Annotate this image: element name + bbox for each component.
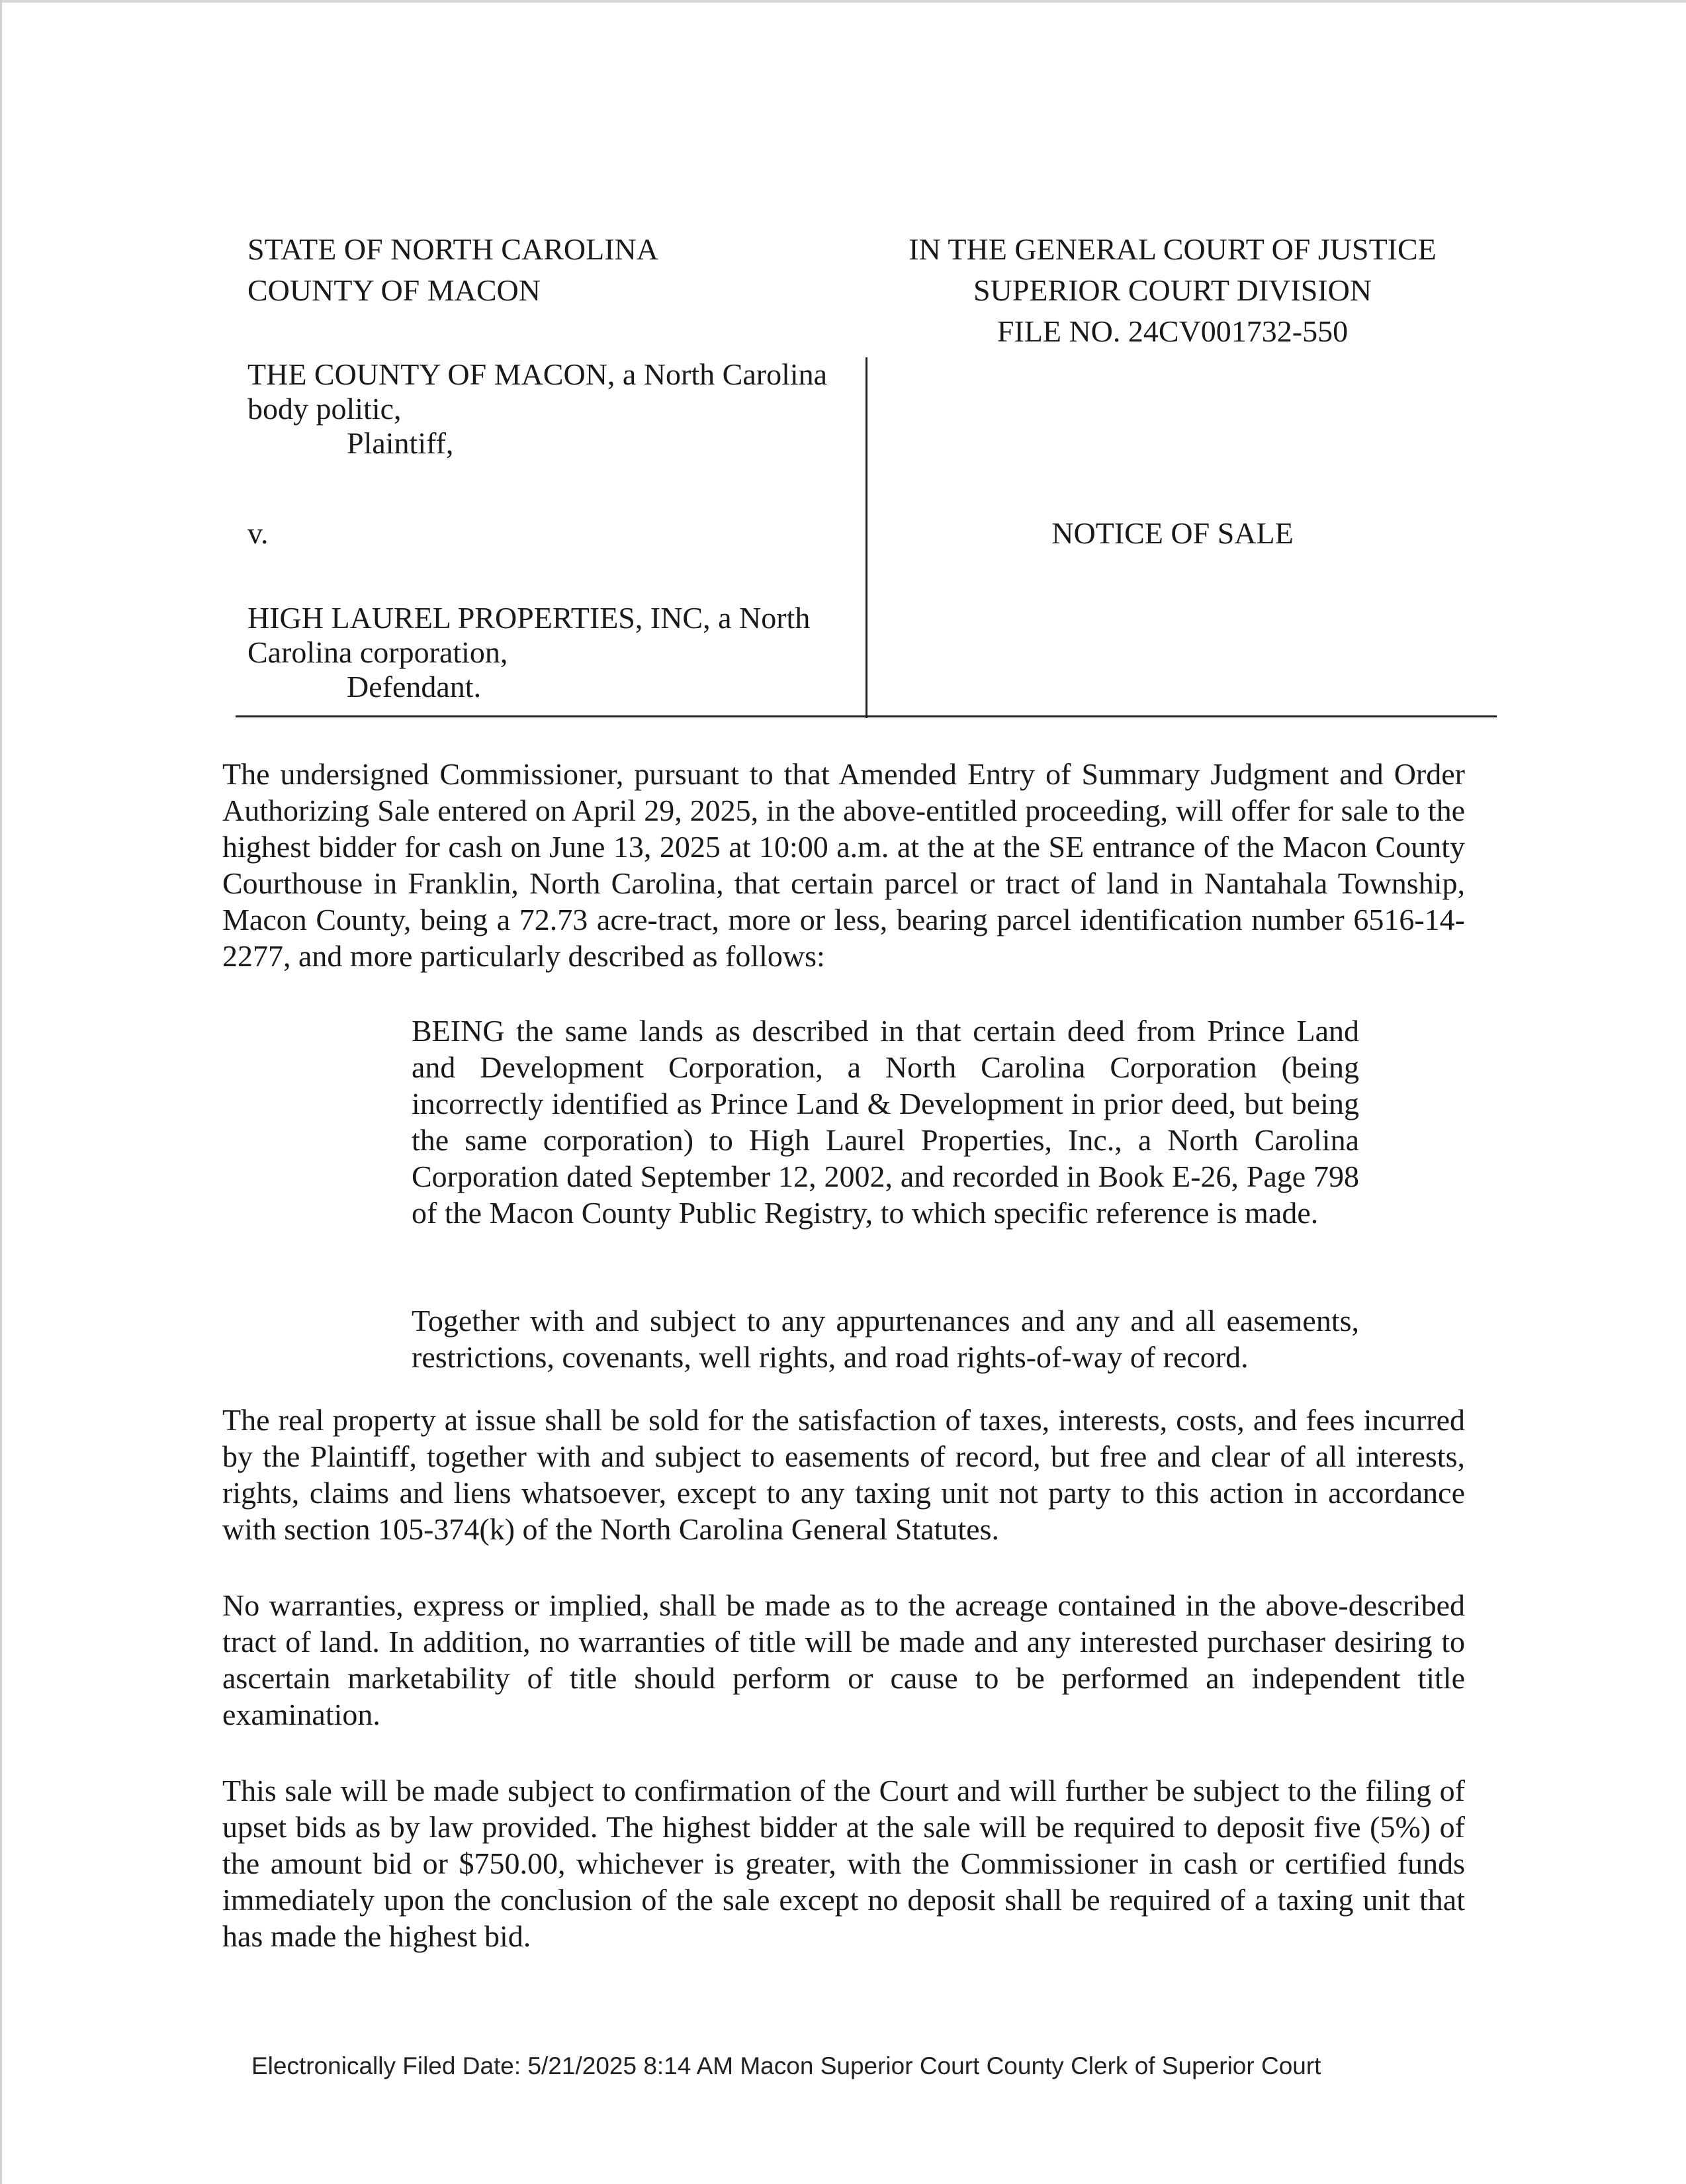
scan-edge-left bbox=[0, 0, 2, 2184]
warranties-paragraph: No warranties, express or implied, shall be made as to the acreage contained in the above-described tract of land. In addition, no warranties of title will be made and any interested purchaser desiring to ascertain marketability of title should perform or cause to be performed an independent title examination. bbox=[222, 1588, 1465, 1731]
confirmation-paragraph: This sale will be made subject to confirmation of the Court and will further be subject to the filing of upset bids as by law provided. The highest bidder at the sale will be required to deposit five (5%) of the amount bid or $750.00, whichever is greater, with the Commissioner in cash or certified funds immediately upon the conclusion of the sale except no deposit shall be required of a taxing unit that has made the highest bid. bbox=[222, 1774, 1465, 1953]
filing-stamp: Electronically Filed Date: 5/21/2025 8:14 AM Macon Superior Court County Clerk of Superior Court bbox=[251, 2052, 1321, 2079]
plaintiff-block bbox=[247, 357, 856, 461]
state-line: STATE OF NORTH CAROLINA bbox=[247, 232, 658, 266]
legal-description: BEING the same lands as described in that certain deed from Prince Land and Development Corporation, a North Carolina Corporation (being incorrectly identified as Prince Land & Development in prior deed, but being the same corporation) to High Laurel Properties, Inc., a North Carolina Corporation dated September 12, 2002, and recorded in Book E-26, Page 798 of the Macon County Public Registry, to which specific reference is made. bbox=[412, 1014, 1359, 1230]
appurtenances-paragraph: Together with and subject to any appurtenances and any and all easements, restrictions, covenants, well rights, and road rights-of-way of record. bbox=[412, 1304, 1359, 1374]
caption-court bbox=[868, 229, 1477, 352]
caption-divider-horizontal bbox=[236, 715, 1497, 717]
defendant-block bbox=[247, 601, 856, 704]
sale-terms-paragraph: The real property at issue shall be sold for the satisfaction of taxes, interests, costs, and fees incurred by the Plaintiff, together with and subject to easements of record, but free and clear of all interests, rights, claims and liens whatsoever, except to any taxing unit not party to this action in accordance with section 105-374(k) of the North Carolina General Statutes. bbox=[222, 1403, 1465, 1546]
division-line: SUPERIOR COURT DIVISION bbox=[973, 273, 1372, 307]
county-line: COUNTY OF MACON bbox=[247, 273, 541, 307]
versus-label: v. bbox=[247, 516, 269, 550]
intro-paragraph: The undersigned Commissioner, pursuant to that Amended Entry of Summary Judgment and Order Authorizing Sale entered on April 29, 2025, in the above-entitled proceeding, will offer for sale to the highest bidder for cash on June 13, 2025 at 10:00 a.m. at the at the SE entrance of the Macon County Courthouse in Franklin, North Carolina, that certain parcel or tract of land in Nantahala Township, Macon County, being a 72.73 acre-tract, more or less, bearing parcel identification number 6516-14-2277, and more particularly described as follows: bbox=[222, 757, 1465, 973]
court-line: IN THE GENERAL COURT OF JUSTICE bbox=[909, 232, 1437, 266]
plaintiff-role: Plaintiff, bbox=[347, 426, 454, 460]
caption-jurisdiction bbox=[247, 229, 863, 311]
caption-divider-vertical bbox=[865, 357, 867, 718]
plaintiff-name: THE COUNTY OF MACON, a North Carolina body politic, bbox=[247, 357, 828, 426]
scan-edge-top bbox=[0, 0, 1686, 3]
file-number: FILE NO. 24CV001732-550 bbox=[997, 314, 1349, 348]
defendant-name: HIGH LAUREL PROPERTIES, INC, a North Carolina corporation, bbox=[247, 601, 811, 669]
defendant-role: Defendant. bbox=[347, 670, 482, 704]
document-title: NOTICE OF SALE bbox=[1051, 516, 1294, 550]
